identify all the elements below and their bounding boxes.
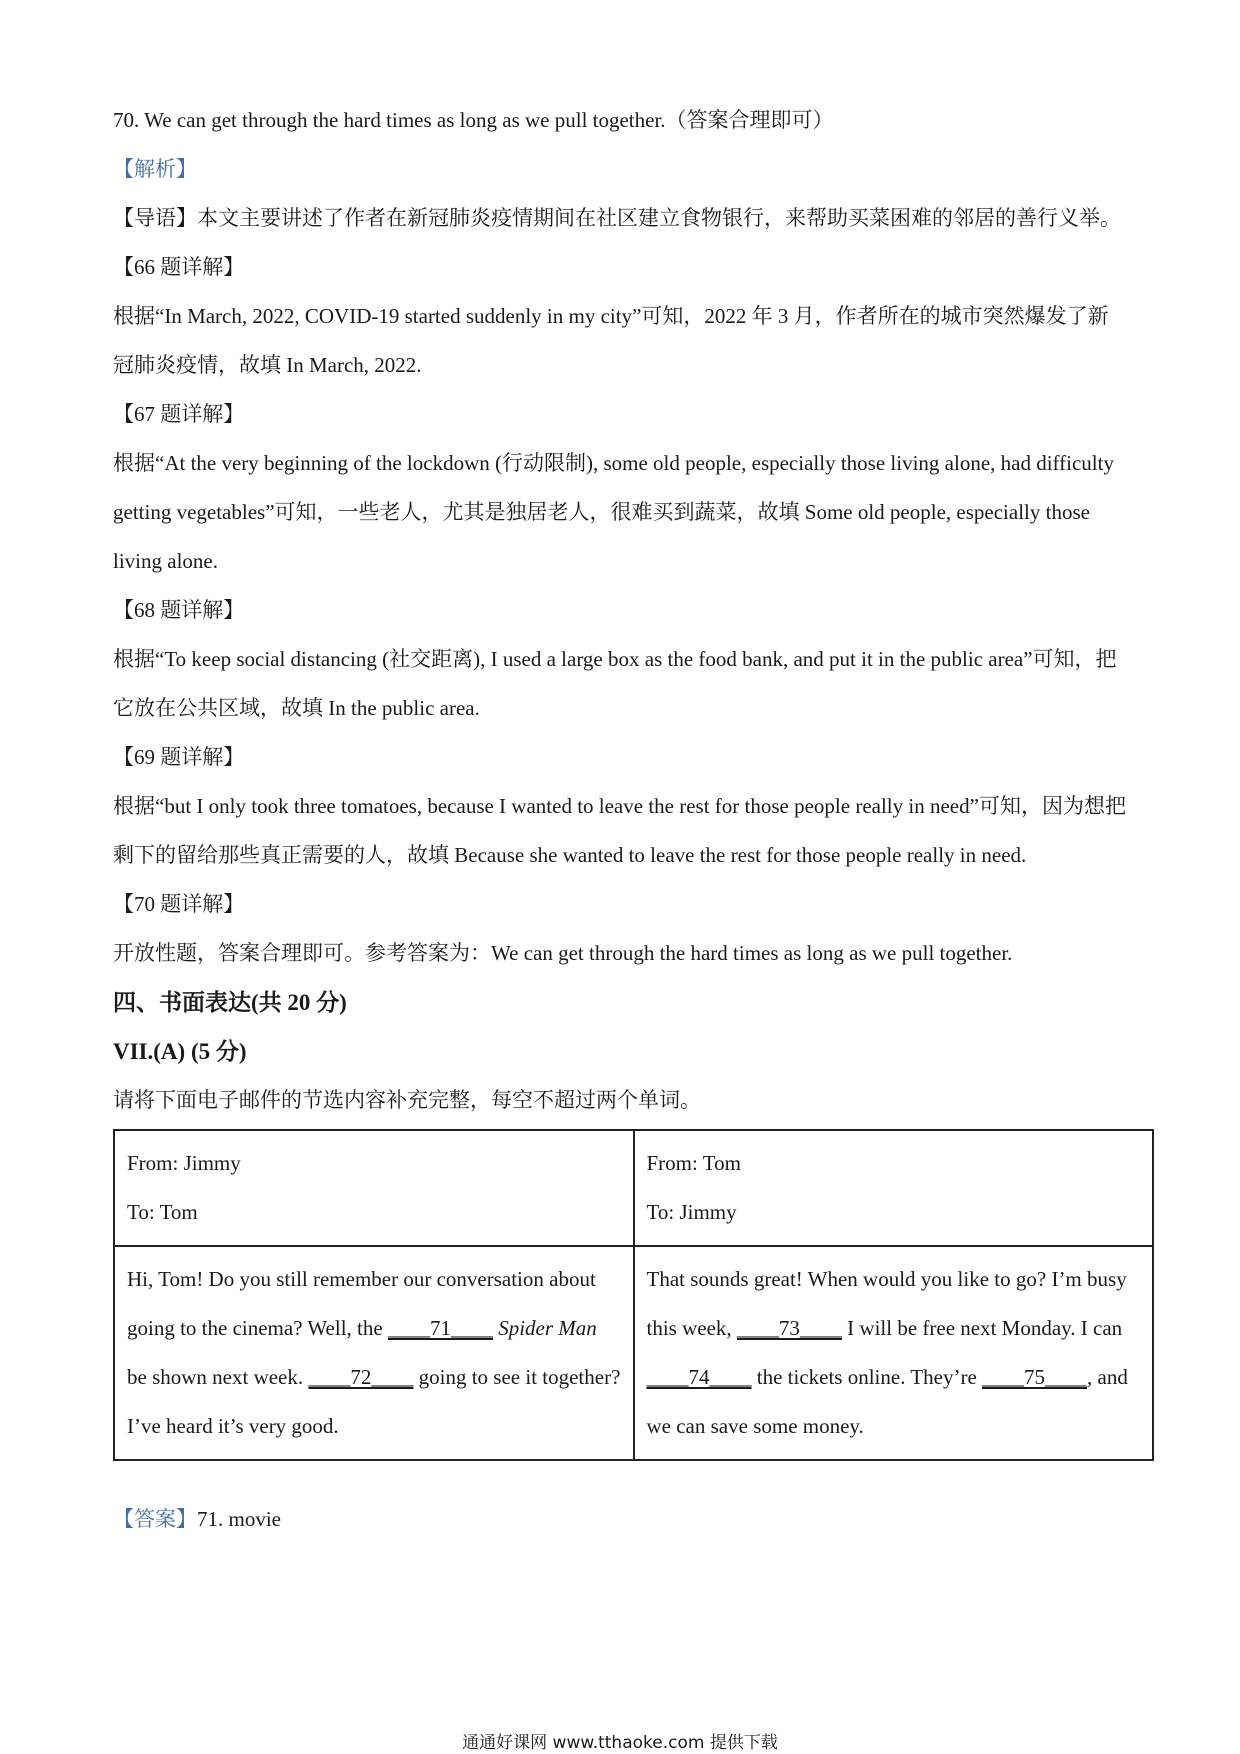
left-from: From: Jimmy xyxy=(127,1151,241,1175)
right-body-cell xyxy=(634,1246,1154,1460)
analysis-tag: 【解析】 xyxy=(113,157,197,181)
part-heading: VII.(A) (5 分) xyxy=(113,1039,247,1064)
left-body-text-2: be shown next week. xyxy=(127,1365,309,1389)
blank-72: ____72____ xyxy=(308,1365,414,1389)
left-header-cell xyxy=(114,1130,634,1246)
email-body-row xyxy=(114,1246,1153,1460)
right-body-text-1: That sounds great! When would you like to go? I’m busy this week, xyxy=(646,1267,1127,1340)
right-header-cell xyxy=(634,1130,1154,1246)
right-body-text-2: I will be free next Monday. I can xyxy=(841,1316,1123,1340)
right-to: To: Jimmy xyxy=(646,1200,737,1224)
left-body-text-1: Hi, Tom! Do you still remember our conversation about going to the cinema? Well, the xyxy=(127,1267,596,1340)
blank-73: ____73____ xyxy=(736,1316,842,1340)
q66-body: 根据“In March, 2022, COVID-19 started suddenly in my city”可知，2022 年 3 月，作者所在的城市突然爆发了新冠肺炎疫情，故填 In March, 2022. xyxy=(113,304,1109,377)
movie-title: Spider Man xyxy=(498,1316,597,1340)
q68-title: 【68 题详解】 xyxy=(113,598,245,622)
answer-text: 71. movie xyxy=(197,1507,281,1531)
q70-answer-line: 70. We can get through the hard times as long as we pull together.（答案合理即可） xyxy=(113,108,834,132)
email-table xyxy=(113,1129,1154,1461)
q70-body: 开放性题，答案合理即可。参考答案为：We can get through the hard times as long as we pull together. xyxy=(113,941,1013,965)
q66-title: 【66 题详解】 xyxy=(113,255,245,279)
left-body-text-3: going to see it together? I’ve heard it’s very good. xyxy=(127,1365,621,1438)
q69-body: 根据“but I only took three tomatoes, because I wanted to leave the rest for those people really in need”可知，因为想把剩下的留给那些真正需要的人，故填 Because she wanted to leave the rest for those people really in need. xyxy=(113,794,1126,867)
blank-71: ____71____ xyxy=(387,1316,493,1340)
page-footer: 通通好课网 www.tthaoke.com 提供下载 xyxy=(462,1733,778,1753)
q67-title: 【67 题详解】 xyxy=(113,402,245,426)
q70-title: 【70 题详解】 xyxy=(113,892,245,916)
blank-75: ____75____ xyxy=(982,1365,1088,1389)
intro-paragraph: 【导语】本文主要讲述了作者在新冠肺炎疫情期间在社区建立食物银行，来帮助买菜困难的邻居的善行义举。 xyxy=(113,206,1121,230)
q69-title: 【69 题详解】 xyxy=(113,745,245,769)
right-body-text-4: , and we can save some money. xyxy=(646,1365,1128,1438)
document-page xyxy=(113,96,1153,1544)
section-heading: 四、书面表达(共 20 分) xyxy=(113,990,347,1015)
answer-tag: 【答案】 xyxy=(113,1507,197,1531)
instruction-text: 请将下面电子邮件的节选内容补充完整，每空不超过两个单词。 xyxy=(113,1088,701,1112)
email-header-row xyxy=(114,1130,1153,1246)
left-body-cell xyxy=(114,1246,634,1460)
left-to: To: Tom xyxy=(127,1200,198,1224)
right-body-text-3: the tickets online. They’re xyxy=(751,1365,983,1389)
answer-line xyxy=(113,1495,1153,1544)
q68-body: 根据“To keep social distancing (社交距离), I used a large box as the food bank, and put it in the public area”可知，把它放在公共区域，故填 In the public area. xyxy=(113,647,1117,720)
right-from: From: Tom xyxy=(646,1151,741,1175)
blank-74: ____74____ xyxy=(646,1365,752,1389)
q67-body: 根据“At the very beginning of the lockdown (行动限制), some old people, especially those living alone, had difficulty getting vegetables”可知，一些老人，尤其是独居老人，很难买到蔬菜，故填 Some old people, especially those living alone. xyxy=(113,451,1114,573)
